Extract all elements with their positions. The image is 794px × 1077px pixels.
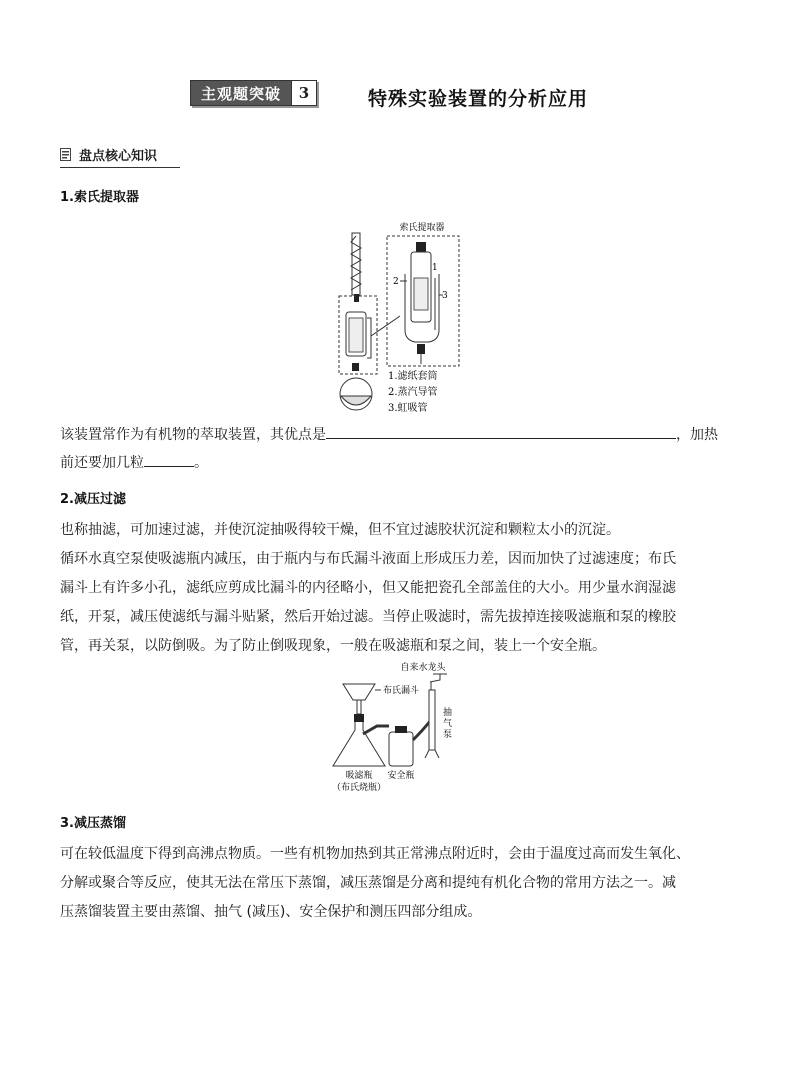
safety-label: 安全瓶 [387,771,415,781]
item1-heading: 1.索氏提取器 [60,190,139,205]
item2-line5: 管，再关泵，以防倒吸。为了防止倒吸现象，一般在吸滤瓶和泵之间，装上一个安全瓶。 [60,638,606,654]
soxhlet-figure [325,218,470,418]
label-num2: 2 [393,277,399,287]
legend-3: 3.虹吸管 [388,403,428,414]
pump-label-3: 泵 [443,730,453,740]
q1-text-end: ，加热 [676,427,718,443]
badge-number: 3 [291,81,316,105]
item3-line1: 可在较低温度下得到高沸点物质。一些有机物加热到其正常沸点附近时，会由于温度过高而发生氧化、 [60,846,690,862]
item1-question-line2 [60,450,208,475]
answer-blank-advantage[interactable] [326,422,676,439]
soxhlet-caption: 索氏提取器 [399,223,445,233]
q1-text: 该装置常作为有机物的萃取装置，其优点是 [60,427,326,443]
legend-1: 1.滤纸套筒 [388,371,438,382]
item2-line1: 也称抽滤，可加速过滤，并使沉淀抽吸得较干燥，但不宜过滤胶状沉淀和颗粒太小的沉淀。 [60,522,620,538]
label-num3: 3 [442,291,448,301]
legend-2: 2.蒸汽导管 [388,387,438,398]
section-heading-text: 盘点核心知识 [79,149,158,164]
item2-line2: 循环水真空泵使吸滤瓶内减压，由于瓶内与布氏漏斗液面上形成压力差，因而加快了过滤速度；布氏 [60,551,676,567]
label-num1: 1 [432,263,438,273]
q2-text: 前还要加几粒 [60,455,144,471]
item2-line3: 漏斗上有许多小孔，滤纸应剪成比漏斗的内径略小，但又能把瓷孔全部盖住的大小。用少量水润湿滤 [60,580,676,596]
item3-line3: 压蒸馏装置主要由蒸馏、抽气 (减压)、安全保护和测压四部分组成。 [60,904,482,920]
section-heading [60,145,157,164]
page-title: 特殊实验装置的分析应用 [368,88,589,110]
pump-label-2: 气 [443,719,453,729]
pump-label-1: 抽 [443,708,453,718]
flask-label: 吸滤瓶 [345,771,373,781]
section-divider [60,167,180,168]
item2-heading: 2.减压过滤 [60,492,126,507]
badge-label: 主观题突破 [191,81,291,105]
item2-line4: 纸，开泵，减压使滤纸与漏斗贴紧，然后开始过滤。当停止吸滤时，需先拔掉连接吸滤瓶和泵的橡胶 [60,609,676,625]
topic-badge [190,80,317,106]
item3-heading: 3.减压蒸馏 [60,816,126,831]
answer-blank-count[interactable] [144,450,194,467]
flask-alt-label: （布氏烧瓶） [331,783,387,793]
funnel-label: 布氏漏斗 [383,686,420,696]
document-icon [60,148,71,161]
vacuum-filtration-figure [315,660,475,796]
q2-text-end: 。 [194,455,208,471]
item3-line2: 分解或聚合等反应，使其无法在常压下蒸馏，减压蒸馏是分离和提纯有机化合物的常用方法之一。减 [60,875,676,891]
item1-question-line1 [60,422,718,447]
faucet-label: 自来水龙头 [400,663,446,673]
